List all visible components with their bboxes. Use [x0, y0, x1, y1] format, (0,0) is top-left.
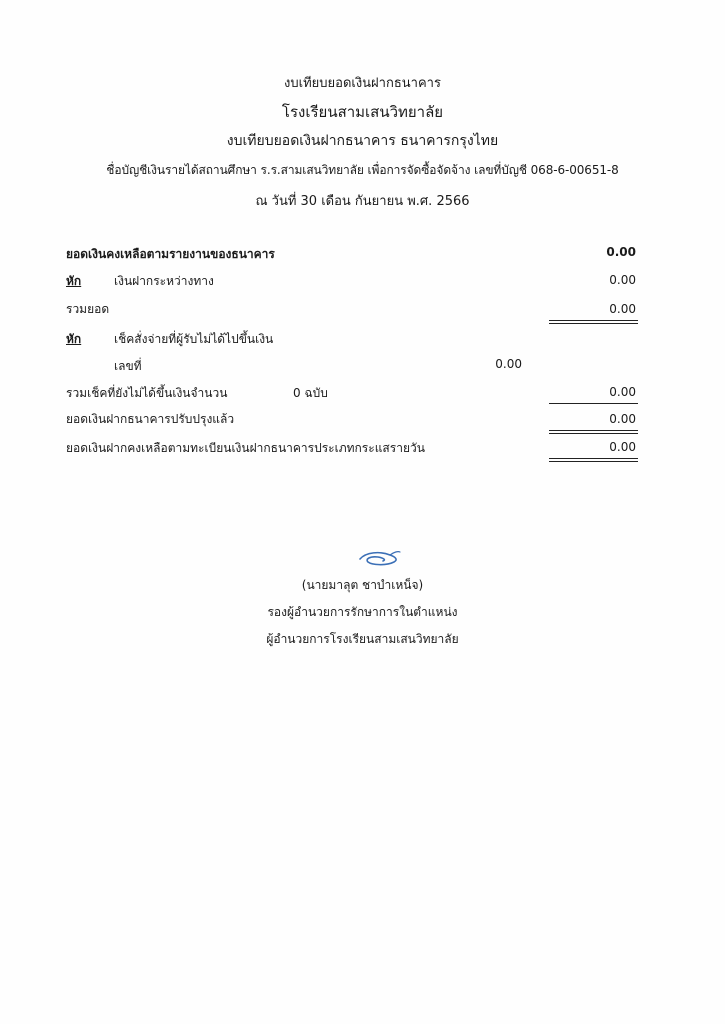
cheque-number-label: เลขที่: [114, 359, 142, 373]
signatory-name: (นายมาลุต ชาบำเหน็จ): [301, 578, 424, 592]
double-rule-bottom: [549, 323, 638, 324]
ledger-balance-label: ยอดเงินฝากคงเหลือตามทะเบียนเงินฝากธนาคารประเภทกระแสรายวัน: [66, 441, 425, 455]
signature-mark-icon: [356, 546, 402, 570]
in-transit-label: เงินฝากระหว่างทาง: [114, 274, 214, 288]
subtotal-label: รวมยอด: [66, 302, 110, 316]
subtotal-value: 0.00: [609, 302, 636, 316]
deduct-label-2: หัก: [66, 332, 82, 346]
in-transit-value: 0.00: [609, 273, 636, 287]
outstanding-total-value: 0.00: [609, 385, 636, 399]
outstanding-total-label: รวมเช็คที่ยังไม่ได้ขึ้นเงินจำนวน: [66, 386, 228, 400]
bank-statement-title: งบเทียบยอดเงินฝากธนาคาร ธนาคารกรุงไทย: [226, 133, 499, 149]
adjusted-balance-value: 0.00: [609, 412, 636, 426]
double-rule-3-bottom: [549, 461, 638, 462]
as-of-date: ณ วันที่ 30 เดือน กันยายน พ.ศ. 2566: [255, 194, 470, 209]
double-rule-2-top: [549, 430, 638, 431]
signatory-position-1: รองผู้อำนวยการรักษาการในตำแหน่ง: [267, 605, 458, 619]
bank-balance-label: ยอดเงินคงเหลือตามรายงานของธนาคาร: [66, 247, 275, 261]
signatory-position-2: ผู้อำนวยการโรงเรียนสามเสนวิทยาลัย: [266, 632, 459, 646]
double-rule-2-bottom: [549, 433, 638, 434]
ledger-balance-value: 0.00: [609, 440, 636, 454]
bank-balance-value: 0.00: [606, 245, 636, 259]
school-name: โรงเรียนสามเสนวิทยาลัย: [281, 103, 444, 121]
account-name-line: ชื่อบัญชีเงินรายได้สถานศึกษา ร.ร.สามเสนวิทยาลัย เพื่อการจัดซื้อจัดจ้าง เลขที่บัญชี 068-6-00651-8: [106, 163, 619, 177]
deduct-label-1: หัก: [66, 274, 82, 288]
cheque-number-value: 0.00: [495, 357, 522, 371]
outstanding-count: 0 ฉบับ: [293, 386, 328, 400]
adjusted-balance-label: ยอดเงินฝากธนาคารปรับปรุงแล้ว: [66, 412, 235, 426]
double-rule-3-top: [549, 458, 638, 459]
double-rule-top: [549, 320, 638, 321]
outstanding-cheques-label: เช็คสั่งจ่ายที่ผู้รับไม่ได้ไปขึ้นเงิน: [114, 332, 274, 346]
single-rule: [549, 403, 638, 404]
report-type-title: งบเทียบยอดเงินฝากธนาคาร: [284, 76, 441, 91]
